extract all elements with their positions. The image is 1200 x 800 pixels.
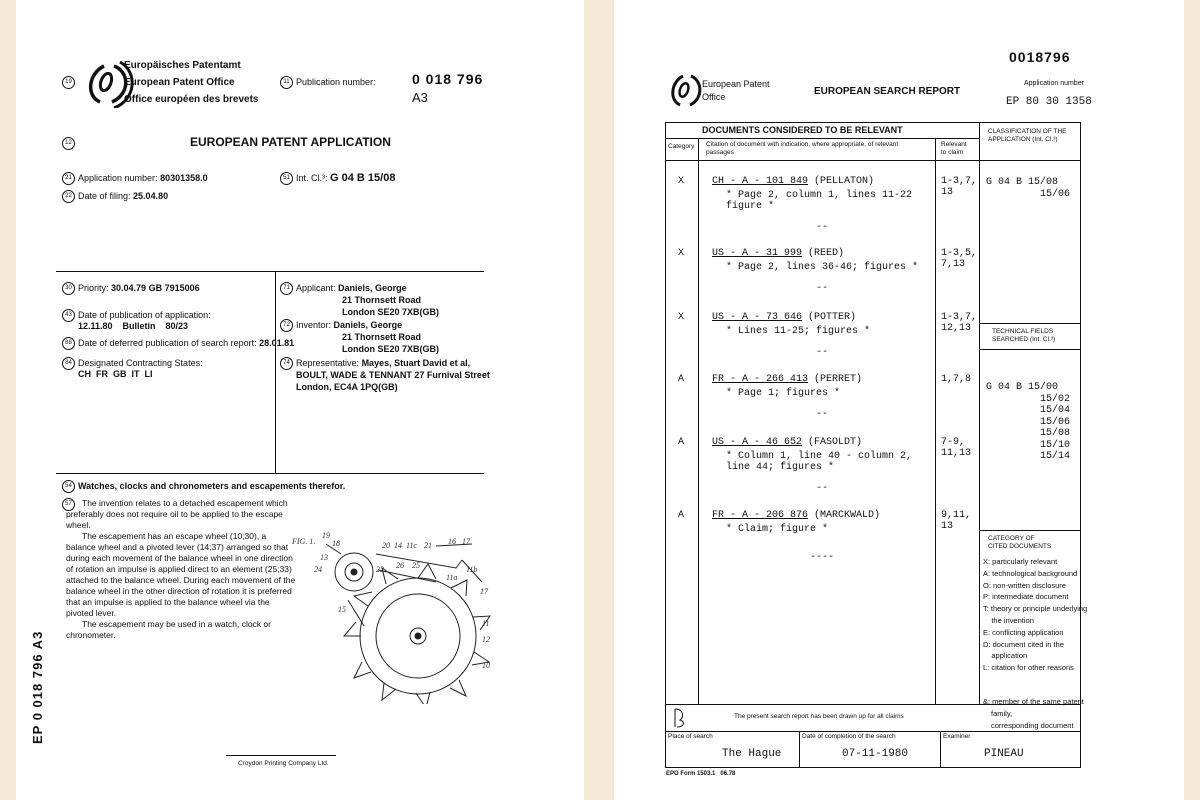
legend-x: X: particularly relevant [983, 557, 1058, 566]
figure-ref-22: 22 [376, 565, 384, 574]
legend-d-cont: application [983, 651, 1028, 661]
side-publication-number: EP 0 018 796 A3 [30, 630, 45, 744]
col-category-divider [698, 138, 699, 704]
tech-fields-rule-top [979, 323, 1081, 324]
citation-name: (FASOLDT) [802, 437, 863, 448]
citation-document [712, 248, 844, 259]
classification-header-2: APPLICATION (Int. Cl.³) [988, 136, 1058, 143]
app-number-label: Application number [1024, 80, 1084, 87]
citation-passage: * Page 2, column 1, lines 11-22 [726, 190, 913, 201]
col-category: Category [668, 143, 695, 150]
member-line-3: corresponding document [991, 720, 1074, 730]
classification-sub: 15/06 [1040, 189, 1071, 200]
end-marker: ---- [810, 552, 835, 563]
category-header-2: CITED DOCUMENTS [988, 543, 1052, 550]
citation-relevant-claims: 12,13 [941, 323, 972, 334]
citation-category: X [678, 248, 685, 259]
column-divider [275, 271, 276, 473]
citation-relevant-claims: 13 [941, 187, 954, 198]
citation-code: FR - A - 266 413 [712, 374, 809, 385]
figure-ref-19: 19 [322, 531, 330, 540]
legend-l: L: citation for other reasons [983, 663, 1074, 673]
inventor-block [296, 319, 439, 355]
applicant-name: Daniels, George [338, 283, 407, 293]
code-12: 12 [62, 137, 75, 150]
tech-field-4: 15/08 [1040, 428, 1071, 439]
figure-ref-25: 25 [412, 561, 420, 570]
app-number: EP 80 30 1358 [1006, 96, 1092, 108]
footer-divider-2 [940, 731, 941, 768]
citation-category: X [678, 312, 685, 323]
citation-name: (POTTER) [802, 312, 857, 323]
citation-name: (MARCKWALD) [808, 510, 881, 521]
code-21: 21 [62, 172, 75, 185]
figure-ref-21: 21 [424, 541, 432, 550]
footer-divider-1 [799, 731, 800, 768]
tech-header-1: TECHNICAL FIELDS [992, 328, 1054, 335]
citation-name: (PERRET) [808, 374, 863, 385]
inventor-address-1: 21 Thornsett Road [342, 332, 422, 342]
header-rule [665, 138, 979, 139]
states-value: CH FR GB IT LI [78, 369, 153, 379]
int-cl-label: Int. Cl.³: [296, 173, 328, 183]
deferred-row [78, 338, 294, 348]
classification-main: G 04 B 15/08 [986, 177, 1059, 188]
citation-relevant-claims: 7,13 [941, 259, 966, 270]
patent-front-page [16, 0, 584, 800]
citation-relevant-claims: 11,13 [941, 448, 972, 459]
publication-number: 0 018 796 [412, 71, 484, 87]
invention-title: Watches, clocks and chronometers and escapements therefor. [78, 481, 346, 491]
tech-field-1: 15/02 [1040, 393, 1071, 405]
filing-label: Date of filing: [78, 191, 131, 201]
figure-ref-11b: 11b [466, 565, 478, 574]
citation-passage: line 44; figures * [726, 462, 835, 473]
column-header-rule [665, 160, 1081, 161]
citation-document [712, 312, 856, 323]
deferred-value: 28.01.81 [259, 338, 295, 348]
office-line-2: Office [702, 92, 726, 102]
citation-name: (REED) [802, 248, 845, 259]
inventor-line-1 [296, 319, 439, 331]
search-report-page [614, 0, 1184, 800]
code-72: 72 [280, 319, 293, 332]
code-88: 88 [62, 337, 75, 350]
representative-address-2: London, EC4A 1PQ(GB) [296, 382, 398, 392]
applicant-label: Applicant: [296, 283, 336, 293]
col-relevant-line-1: Relevant [941, 141, 967, 148]
legend-e: E: conflicting application [983, 627, 1064, 637]
citation-code: US - A - 73 646 [712, 312, 803, 323]
citation-relevant-claims: 1-3,5, [941, 248, 978, 259]
abstract-p2: The escapement has an escape wheel (10;30), a balance wheel and a pivoted lever (14;37) arranged so that during each movement of the balance wheel in one direction of rotation an impulse is applied direct to an element (25;33) attached to the balance wheel. During each movement of the balance wheel in the other direction of rotation it is preferred that an impulse is applied to the balance wheel via the pivoted lever. [66, 531, 296, 618]
legend-d: D: document cited in the [983, 639, 1064, 649]
priority-label: Priority: [78, 283, 109, 293]
citation-code: FR - A - 206 876 [712, 510, 809, 521]
escapement-figure [286, 524, 511, 704]
citation-document [712, 374, 862, 385]
citation-passage: * Lines 11-25; figures * [726, 326, 871, 337]
tech-fields-rule-bottom [979, 349, 1081, 350]
application-number: 80301358.0 [160, 173, 208, 183]
figure-ref-24: 24 [314, 565, 322, 574]
tech-header-2: SEARCHED (Int. Cl.³) [992, 336, 1056, 343]
code-43: 43 [62, 309, 75, 322]
figure-ref-18: 18 [332, 539, 340, 548]
form-number: EPO Form 1503.1 06.78 [666, 771, 736, 777]
tech-field-5: 15/10 [1040, 439, 1071, 451]
divider-upper [56, 271, 484, 272]
col-citation-line-2: passages [706, 149, 734, 156]
col-citation-line-1: Citation of document with indication, where appropriate, of relevant [706, 141, 899, 148]
member-legend [983, 696, 1084, 731]
applicant-address-1: 21 Thornsett Road [342, 295, 422, 305]
citation-document [712, 437, 862, 448]
figure-ref-11: 11 [482, 619, 490, 628]
checkmark-icon [671, 707, 687, 729]
deferred-label: Date of deferred publication of search report: [78, 338, 257, 348]
category-rule [979, 530, 1081, 531]
citation-passage: * Page 2, lines 36-46; figures * [726, 262, 919, 273]
top-number: 0018796 [1009, 49, 1071, 65]
int-cl-value: G 04 B 15/08 [330, 172, 396, 184]
filing-row [78, 191, 168, 201]
states-label: Designated Contracting States: [78, 358, 203, 368]
citation-name: (PELLATON) [808, 176, 875, 187]
representative-address-1: BOULT, WADE & TENNANT 27 Furnival Street [296, 370, 490, 380]
publication-label: Publication number: [296, 77, 376, 87]
kind-code: A3 [412, 90, 428, 105]
citation-passage: figure * [726, 201, 775, 212]
citation-code: CH - A - 101 849 [712, 176, 809, 187]
tech-field-2: 15/04 [1040, 405, 1071, 416]
figure-ref-13: 13 [320, 553, 328, 562]
legend-p: P: intermediate document [983, 592, 1069, 602]
printer-rule [226, 755, 336, 756]
citation-relevant-claims: 1-3,7, [941, 176, 978, 187]
figure-ref-12: 12 [482, 635, 490, 644]
code-30: 30 [62, 282, 75, 295]
member-line-1: &: member of the same patent [983, 697, 1084, 706]
doc-type-title: EUROPEAN PATENT APPLICATION [190, 135, 391, 149]
abstract-p3: The escapement may be used in a watch, clock or chronometer. [66, 619, 271, 640]
citation-separator: -- [816, 222, 829, 233]
code-54: 54 [62, 480, 75, 493]
date-label: Date of completion of the search [802, 733, 896, 740]
epo-logo-small [666, 70, 706, 112]
docs-header: DOCUMENTS CONSIDERED TO BE RELEVANT [702, 125, 903, 135]
category-legend [983, 556, 1087, 674]
figure-ref-14: 14 [394, 541, 402, 550]
citation-category: X [678, 176, 685, 187]
figure-ref-17b: 17 [480, 587, 488, 596]
priority-row [78, 283, 200, 293]
citation-relevant-claims: 7-9, [941, 437, 966, 448]
code-57: 57 [62, 498, 75, 511]
office-name-en: European Patent Office [124, 77, 235, 88]
application-number-label: Application number: [78, 173, 158, 183]
figure-ref-15: 15 [338, 605, 346, 614]
member-line-2: family, [991, 708, 1013, 718]
pub-app-value: 12.11.80 Bulletin 80/23 [78, 321, 189, 331]
citation-passage: * Page 1; figures * [726, 388, 841, 399]
code-51: 51 [280, 172, 293, 185]
int-cl-row [296, 172, 395, 184]
tech-field-0: G 04 B 15/00 [986, 382, 1059, 393]
col-relevant-line-2: to claim [941, 149, 964, 156]
abstract [66, 498, 296, 641]
examiner-value: PINEAU [984, 748, 1024, 760]
office-name-de: Europäisches Patentamt [124, 60, 241, 71]
examiner-label: Examiner [943, 733, 971, 740]
printer-name: Croydon Printing Company Ltd. [238, 760, 329, 767]
filing-date: 25.04.80 [133, 191, 169, 201]
representative-label: Representative: [296, 358, 360, 368]
col-citation-divider [935, 138, 936, 704]
figure-ref-11a: 11a [446, 573, 458, 582]
citation-relevant-claims: 9,11, [941, 510, 972, 521]
citation-relevant-claims: 1,7,8 [941, 374, 972, 385]
legend-t-cont: the invention [983, 615, 1034, 625]
figure-ref-17: 17 [462, 537, 470, 546]
figure-ref-10: 10 [482, 661, 490, 670]
tech-fields-list [986, 382, 1070, 463]
pub-app-label: Date of publication of application: [78, 310, 211, 320]
applicant-block [296, 282, 439, 318]
drawn-up-statement: The present search report has been drawn up for all claims [734, 713, 904, 720]
citation-code: US - A - 31 999 [712, 248, 803, 259]
figure-ref-16: 16 [448, 537, 456, 546]
category-header-1: CATEGORY OF [988, 535, 1035, 542]
code-84: 84 [62, 357, 75, 370]
representative-block [296, 357, 490, 393]
citation-passage: * Column 1, line 40 - column 2, [726, 451, 913, 462]
legend-o: O: non-written disclosure [983, 580, 1066, 590]
divider-lower [56, 473, 484, 474]
citation-category: A [678, 510, 685, 521]
citation-passage: * Claim; figure * [726, 524, 829, 535]
citation-code: US - A - 46 652 [712, 437, 803, 448]
representative-name: Mayes, Stuart David et al, [361, 358, 471, 368]
classification-header-1: CLASSIFICATION OF THE [988, 128, 1067, 135]
legend-t: T: theory or principle underlying [983, 604, 1088, 614]
date-value: 07-11-1980 [842, 748, 909, 760]
representative-line-1 [296, 357, 490, 369]
code-74: 74 [280, 357, 293, 370]
citation-relevant-claims: 1-3,7, [941, 312, 978, 323]
inventor-label: Inventor: [296, 320, 332, 330]
figure-ref-11c: 11c [406, 541, 417, 550]
citation-document [712, 510, 880, 521]
figure-ref-26: 26 [396, 561, 404, 570]
priority-value: 30.04.79 GB 7915006 [111, 283, 200, 293]
col-relevant-classification-divider [979, 122, 980, 704]
citation-separator: -- [816, 409, 829, 420]
legend-a: A: technological background [983, 568, 1078, 578]
code-71: 71 [280, 282, 293, 295]
citation-document [712, 176, 874, 187]
citation-separator: -- [816, 283, 829, 294]
applicant-address-2: London SE20 7XB(GB) [342, 307, 440, 317]
tech-field-3: 15/06 [1040, 416, 1071, 428]
citation-category: A [678, 374, 685, 385]
place-label: Place of search [668, 733, 713, 740]
code-22: 22 [62, 190, 75, 203]
tech-field-6: 15/14 [1040, 451, 1071, 462]
inventor-name: Daniels, George [333, 320, 403, 330]
citation-category: A [678, 437, 685, 448]
application-number-row [78, 173, 208, 183]
citation-separator: -- [816, 347, 829, 358]
office-name-fr: Office européen des brevets [124, 94, 259, 105]
inventor-address-2: London SE20 7XB(GB) [342, 344, 440, 354]
citation-separator: -- [816, 483, 829, 494]
report-title: EUROPEAN SEARCH REPORT [814, 86, 961, 97]
figure-label: FIG. 1. [292, 537, 316, 546]
applicant-line-1 [296, 282, 439, 294]
office-line-1: European Patent [702, 79, 770, 89]
code-19: 19 [62, 76, 75, 89]
abstract-p1: The invention relates to a detached escapement which preferably does not require oil to be applied to the escape wheel. [66, 498, 288, 530]
place-value: The Hague [722, 748, 782, 760]
citation-relevant-claims: 13 [941, 521, 954, 532]
code-11: 11 [280, 76, 293, 89]
figure-ref-20: 20 [382, 541, 390, 550]
